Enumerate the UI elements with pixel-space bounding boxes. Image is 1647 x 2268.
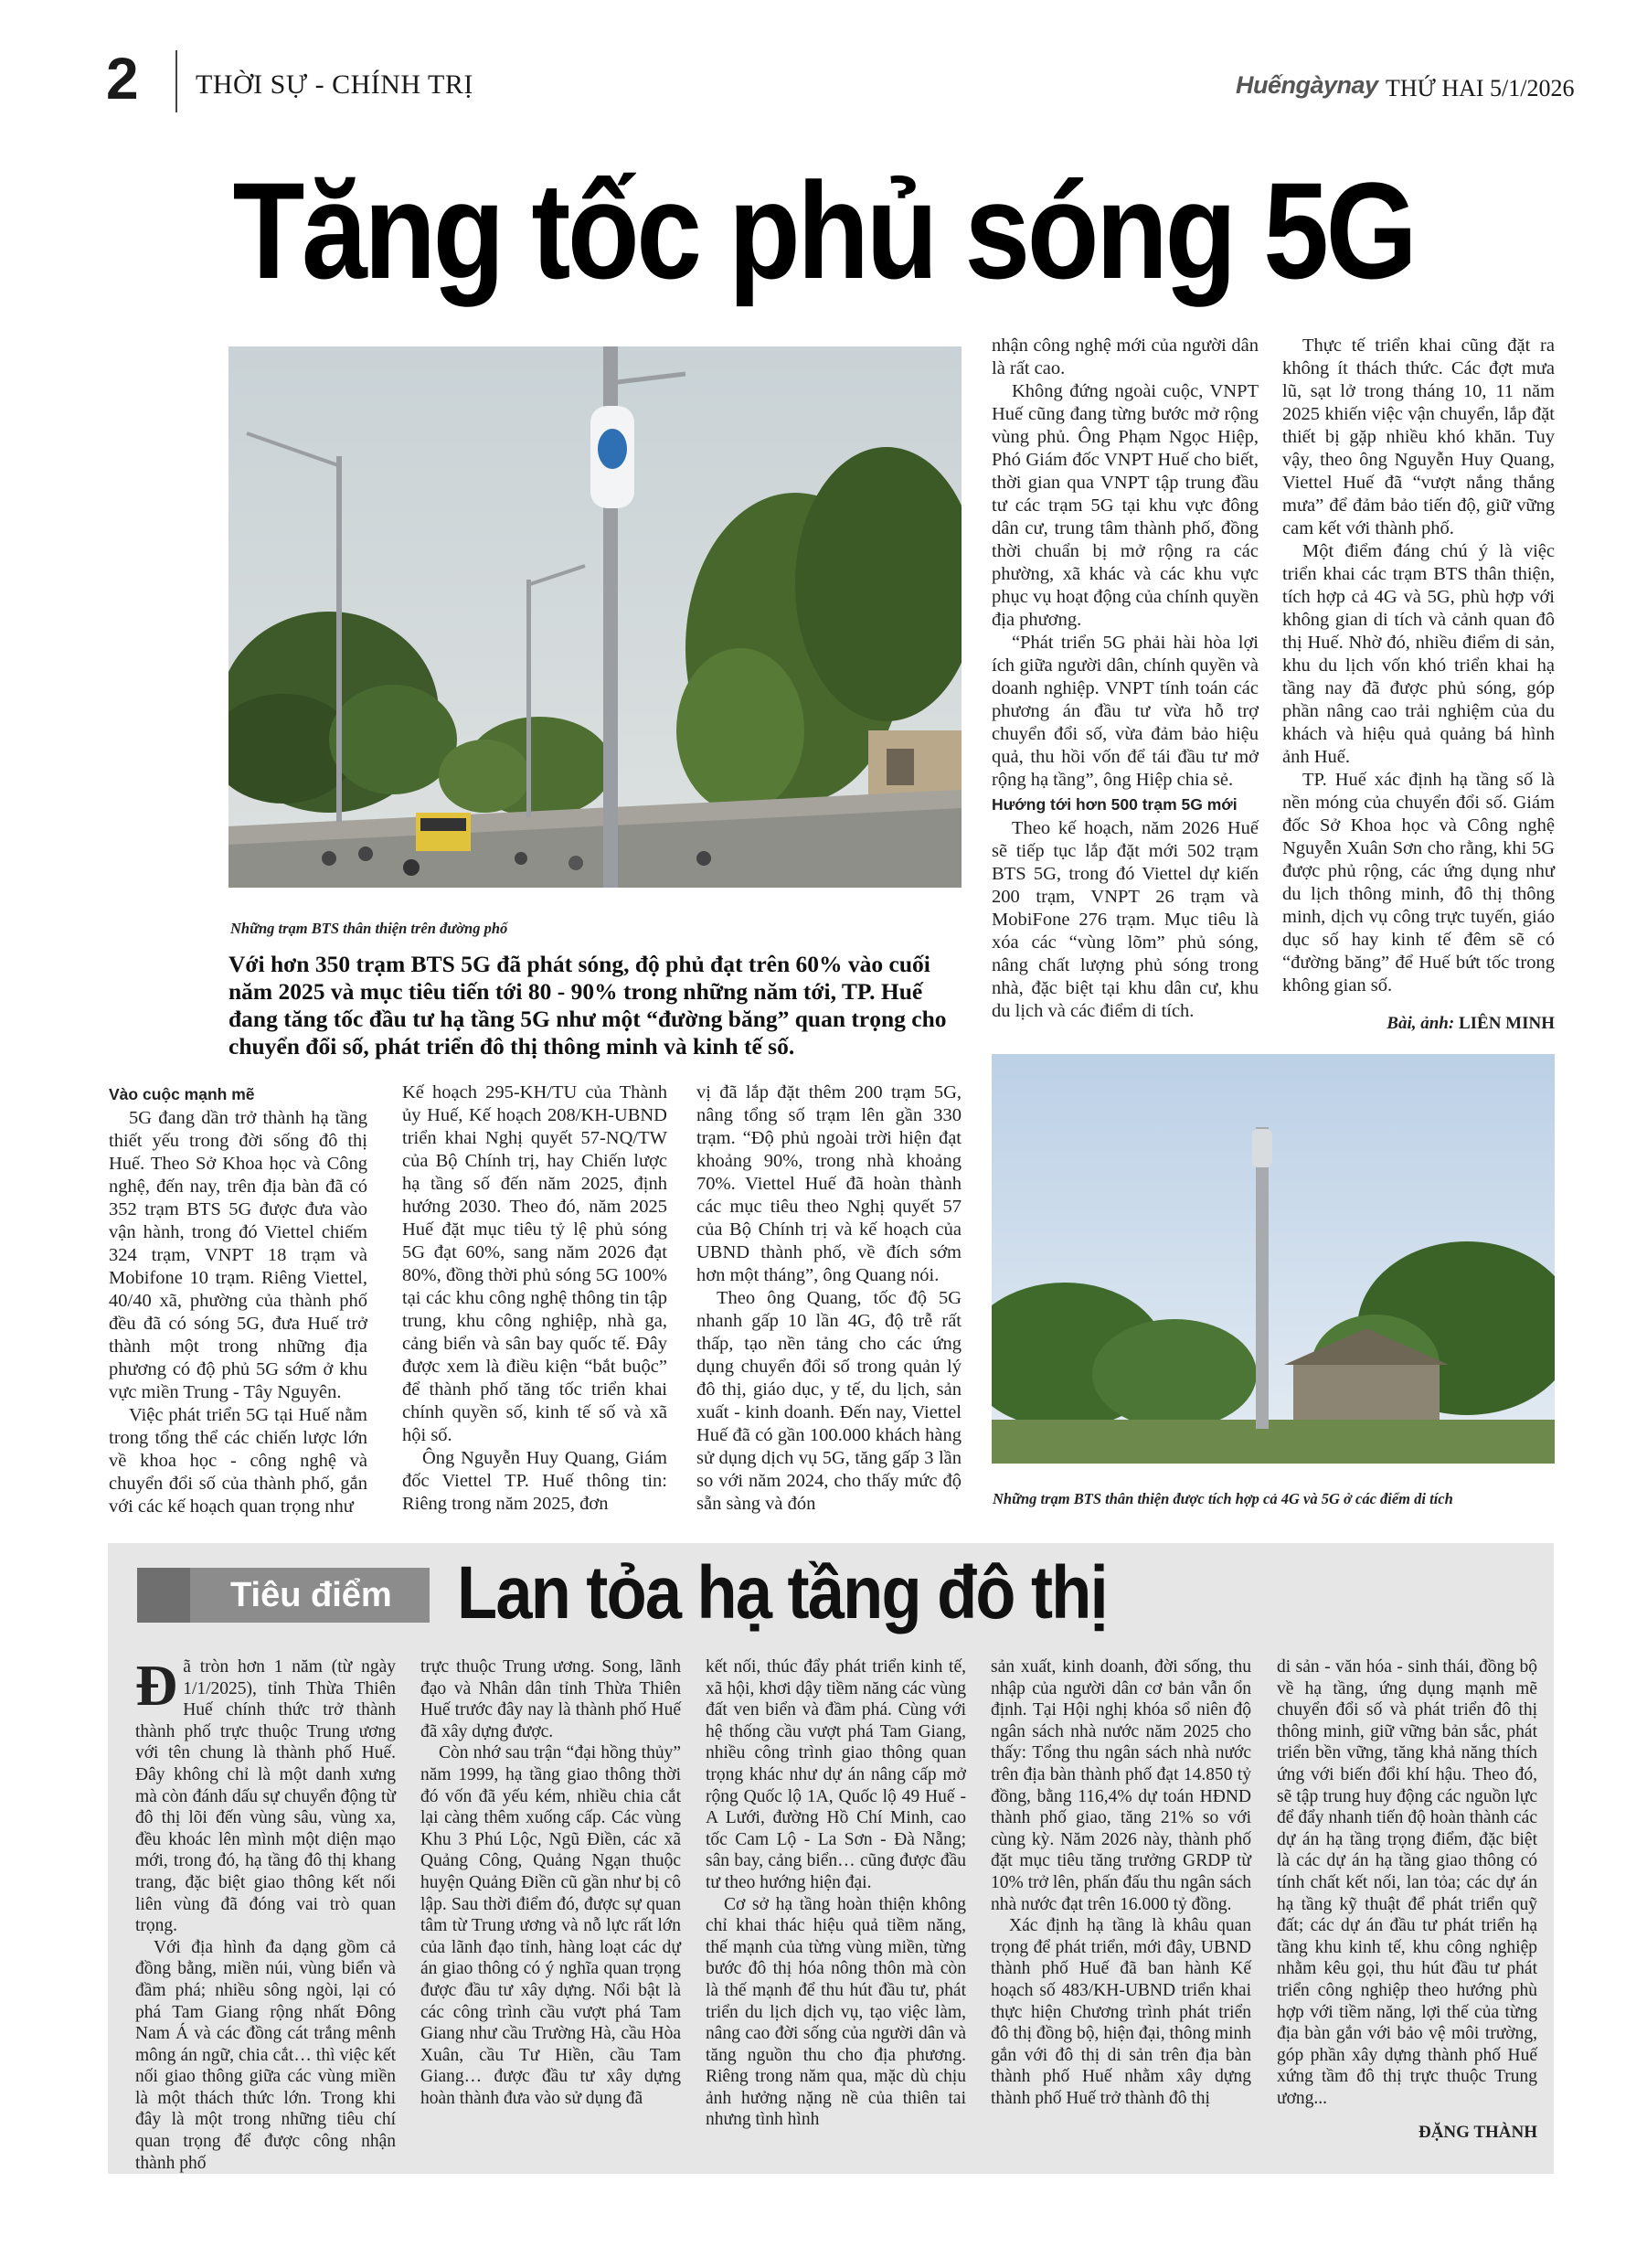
- paragraph: Cơ sở hạ tầng hoàn thiện không chỉ khai thác hiệu quả tiềm năng, thế mạnh của từng vùng miền, từng bước đô thị hóa nông thôn mà còn là thế mạnh để thu hút đầu tư, phát triển du lịch dịch vụ, tạo việc làm, nâng cao đời sống của người dân và tăng nguồn thu cho địa phương. Riêng trong năm qua, mặc dù chịu ảnh hưởng nặng nề của thiên tai nhưng tình hình: [706, 1894, 966, 2130]
- focus-byline: ĐẶNG THÀNH: [1418, 2123, 1537, 2143]
- article-byline: [1282, 1012, 1555, 1035]
- paragraph: Theo ông Quang, tốc độ 5G nhanh gấp 10 lần 4G, độ trễ rất thấp, tạo nền tảng cho các ứng dụng chuyển đổi số trong quản lý đô thị, giáo dục, y tế, du lịch, sản xuất - kinh doanh. Đến nay, Viettel Huế đã có gần 100.000 khách hàng sử dụng dịch vụ 5G, tăng gấp 3 lần so với năm 2024, cho thấy mức độ sẵn sàng và đón: [696, 1288, 962, 1514]
- paragraph: trực thuộc Trung ương. Song, lãnh đạo và Nhân dân tỉnh Thừa Thiên Huế trước đây nay là thành phố Huế đã xây dựng được.: [420, 1657, 681, 1741]
- paragraph: Một điểm đáng chú ý là việc triển khai các trạm BTS thân thiện, tích hợp cả 4G và 5G, phù hợp với không gian di tích và cảnh quan đô thị Huế. Nhờ đó, nhiều điểm di sản, khu du lịch vốn khó triển khai hạ tầng nay đã được phủ sóng, góp phần nâng cao trải nghiệm của du khách và hiệu quả quảng bá hình ảnh Huế.: [1282, 541, 1555, 767]
- focus-title: Lan tỏa hạ tầng đô thị: [457, 1551, 1107, 1634]
- paragraph: Còn nhớ sau trận “đại hồng thủy” năm 1999, hạ tầng giao thông thời đó vốn đã yếu kém, nhiều chia cắt lại càng thêm xuống cấp. Các vùng Khu 3 Phú Lộc, Ngũ Điền, các xã Quảng Công, Quảng Ngạn thuộc huyện Quảng Điền cũ gần như bị cô lập. Sau thời điểm đó, được sự quan tâm từ Trung ương và nỗ lực rất lớn của lãnh đạo tỉnh, hàng loạt các dự án giao thông có ý nghĩa quan trọng được đầu tư xây dựng. Nổi bật là các công trình cầu vượt phá Tam Giang như cầu Trường Hà, cầu Hòa Xuân, cầu Tư Hiền, cầu Tam Giang… được đầu tư xây dựng hoàn thành đưa vào sử dụng đã: [420, 1743, 681, 2108]
- paragraph: sản xuất, kinh doanh, đời sống, thu nhập của người dân cơ bản vẫn ổn định. Tại Hội nghị khóa sổ niên độ ngân sách nhà nước năm 2025 cho thấy: Tổng thu ngân sách nhà nước trên địa bàn thành phố đạt 14.850 tỷ đồng, bằng 116,4% dự toán HĐND thành phố giao, tăng 21% so với cùng kỳ. Năm 2026 này, thành phố đặt mục tiêu tăng trưởng GRDP từ 10% trở lên, phấn đấu thu ngân sách nhà nước đạt trên 16.000 tỷ đồng.: [991, 1657, 1251, 1914]
- subheading: Vào cuộc mạnh mẽ: [109, 1085, 255, 1103]
- paragraph: Với địa hình đa dạng gồm cả đồng bằng, miền núi, vùng biển và đầm phá; nhiều sông ngòi, lại có phá Tam Giang rộng nhất Đông Nam Á và các đồng cát trắng mênh mông án ngữ, chia cắt… thì việc kết nối giao thông giữa các vùng miền là một thách thức lớn. Trong khi đây là một trong những tiêu chí quan trọng để được công nhận thành phố: [135, 1937, 396, 2173]
- focus-tag-label: Tiêu điểm: [230, 1576, 392, 1614]
- street-bts-photo: [228, 346, 962, 888]
- paragraph: di sản - văn hóa - sinh thái, đồng bộ về hạ tầng, ứng dụng mạnh mẽ chuyển đổi số và phát triển đô thị thông minh, giữ vững bản sắc, phát triển bền vững, tăng khả năng thích ứng với biến đổi khí hậu. Theo đó, sẽ tập trung huy động các nguồn lực để đẩy nhanh tiến độ hoàn thành các dự án hạ tầng trọng điểm, đặc biệt là các dự án hạ tầng giao thông có tính chất kết nối, lan tỏa; các dự án hạ tầng kỹ thuật để phát triển quỹ đất; các dự án đầu tư phát triển hạ tầng khu kinh tế, khu công nghiệp nhằm kêu gọi, thu hút đầu tư phát triển công nghiệp theo hướng phù hợp với tiềm năng, lợi thế của từng địa bàn gắn với bảo vệ môi trường, góp phần xây dựng thành phố Huế xứng tầm đô thị trực thuộc Trung ương...: [1277, 1657, 1537, 2108]
- paragraph: TP. Huế xác định hạ tầng số là nền móng của chuyển đổi số. Giám đốc Sở Khoa học và Công nghệ Nguyễn Xuân Sơn cho rằng, khi 5G được phủ rộng, các ứng dụng như du lịch thông minh, đô thị thông minh, dịch vụ công trực tuyến, giáo dục số hay kinh tế đêm sẽ có “đường băng” để Huế bứt tốc trong không gian số.: [1282, 770, 1555, 996]
- newspaper-logo: Huếngàynay: [1236, 71, 1378, 99]
- main-headline: Tăng tốc phủ sóng 5G: [232, 154, 1415, 307]
- focus-col-5: [1277, 1656, 1537, 2144]
- heritage-bts-photo: [992, 1054, 1555, 1464]
- paragraph: Xác định hạ tầng là khâu quan trọng để phát triển, mới đây, UBND thành phố Huế đã ban hành Kế hoạch số 483/KH-UBND triển khai thực hiện Chương trình phát triển đô thị đồng bộ, hiện đại, thông minh gắn với đô thị di sản trên địa bàn thành phố Huế nhằm xây dựng thành phố Huế trở thành đô thị: [991, 1916, 1251, 2108]
- photo1-caption: Những trạm BTS thân thiện trên đường phố: [230, 920, 508, 937]
- article-col-c: [696, 1081, 962, 1516]
- paragraph: “Phát triển 5G phải hài hòa lợi ích giữa người dân, chính quyền và doanh nghiệp. VNPT tính toán các phương án đầu tư vừa hỗ trợ chuyển đổi số, vừa đảm bảo hiệu quả, thu hồi vốn để tái đầu tư mở rộng hạ tầng”, ông Hiệp chia sẻ.: [992, 633, 1259, 790]
- byline-label: Bài, ảnh:: [1387, 1014, 1455, 1033]
- focus-tag-accent: [137, 1568, 190, 1623]
- page-number: 2: [106, 46, 139, 112]
- paragraph: kết nối, thúc đẩy phát triển kinh tế, xã hội, khơi dậy tiềm năng các vùng đất ven biển và đầm phá. Cùng với hệ thống cầu vượt phá Tam Giang, nhiều công trình giao thông quan trọng khác như dự án nâng cấp mở rộng Quốc lộ 1A, Quốc lộ 49 Huế - A Lưới, đường Hồ Chí Minh, cao tốc Cam Lộ - La Sơn - Đà Nẵng; sân bay, cảng biển… cũng được đầu tư theo hướng hiện đại.: [706, 1657, 966, 1892]
- focus-col-4: [991, 1656, 1251, 2109]
- byline-name: LIÊN MINH: [1458, 1014, 1555, 1033]
- article-col-b: [402, 1081, 667, 1516]
- paragraph: Kế hoạch 295-KH/TU của Thành ủy Huế, Kế hoạch 208/KH-UBND triển khai Nghị quyết 57-NQ/TW của Bộ Chính trị, hay Chiến lược hạ tầng số đến năm 2025, định hướng 2030. Theo đó, năm 2025 Huế đặt mục tiêu tỷ lệ phủ sóng 5G đạt 60%, sang năm 2026 đạt 80%, đồng thời phủ sóng 5G 100% tại các khu công nghệ thông tin tập trung, khu công nghiệp, nhà ga, cảng biển và sân bay quốc tế. Đây được xem là điều kiện “bắt buộc” để thành phố tăng tốc triển khai chính quyền số, kinh tế số và xã hội số.: [402, 1082, 667, 1445]
- article-col-d: [992, 335, 1259, 1023]
- article-col-a: [109, 1081, 367, 1518]
- dropcap: Đ: [135, 1653, 178, 1718]
- focus-col-3: [706, 1656, 966, 2131]
- paragraph: nhận công nghệ mới của người dân là rất cao.: [992, 335, 1259, 378]
- paragraph: Ông Nguyễn Huy Quang, Giám đốc Viettel TP. Huế thông tin: Riêng trong năm 2025, đơn: [402, 1448, 667, 1514]
- paragraph: ã tròn hơn 1 năm (từ ngày 1/1/2025), tỉnh Thừa Thiên Huế chính thức trở thành thành phố trực thuộc Trung ương với tên chung là thành phố Huế. Đây không chỉ là một danh xưng mà còn đánh dấu sự chuyển động từ đô thị lõi đến vùng sâu, vùng xa, đều khoác lên mình một diện mạo mới, trong đó, hạ tầng đô thị khang trang, đặc biệt giao thông kết nối liên vùng đã đóng vai trò quan trọng.: [135, 1657, 396, 1936]
- issue-date: THỨ HAI 5/1/2026: [1386, 75, 1575, 101]
- section-label: THỜI SỰ - CHÍNH TRỊ: [196, 69, 473, 100]
- article-col-e: [1282, 335, 1555, 1035]
- focus-col-2: [420, 1656, 681, 2109]
- article-sapo: Với hơn 350 trạm BTS 5G đã phát sóng, độ phủ đạt trên 60% vào cuối năm 2025 và mục tiêu tiến tới 80 - 90% trong những năm tới, TP. Huế đang tăng tốc đầu tư hạ tầng 5G như một “đường băng” quan trọng cho chuyển đổi số, phát triển đô thị thông minh và kinh tế số.: [228, 951, 947, 1059]
- paragraph: 5G đang dần trở thành hạ tầng thiết yếu trong đời sống đô thị Huế. Theo Sở Khoa học và Công nghệ, đến nay, trên địa bàn đã có 352 trạm BTS 5G được đưa vào vận hành, trong đó Viettel chiếm 324 trạm, VNPT 18 trạm và Mobifone 10 trạm. Riêng Viettel, 40/40 xã, phường của thành phố đều đã có sóng 5G, đưa Huế trở thành một trong những địa phương có độ phủ 5G sớm ở khu vực miền Trung - Tây Nguyên.: [109, 1108, 367, 1402]
- paragraph: Thực tế triển khai cũng đặt ra không ít thách thức. Các đợt mưa lũ, sạt lở trong tháng 10, 11 năm 2025 khiến việc vận chuyển, lắp đặt thiết bị gặp nhiều khó khăn. Tuy vậy, theo ông Nguyễn Huy Quang, Viettel Huế đã “vượt nắng thắng mưa” để đảm bảo tiến độ, giữ vững cam kết với thành phố.: [1282, 335, 1555, 538]
- paragraph: Theo kế hoạch, năm 2026 Huế sẽ tiếp tục lắp đặt mới 502 trạm BTS 5G, trong đó Viettel dự kiến 200 trạm, VNPT 26 trạm và MobiFone 276 trạm. Mục tiêu là xóa các “vùng lõm” phủ sóng, nâng chất lượng phủ sóng trong nhà, đặc biệt tại khu dân cư, khu du lịch và các điểm di tích.: [992, 818, 1259, 1021]
- paragraph: Việc phát triển 5G tại Huế nằm trong tổng thể các chiến lược lớn về khoa học - công nghệ và chuyển đổi số của thành phố, gắn với các kế hoạch quan trọng như: [109, 1405, 367, 1517]
- paragraph: Không đứng ngoài cuộc, VNPT Huế cũng đang từng bước mở rộng vùng phủ. Ông Phạm Ngọc Hiệp, Phó Giám đốc VNPT Huế cho biết, thời gian qua VNPT tập trung đầu tư các trạm 5G tại khu vực đông dân cư, trung tâm thành phố, đồng thời chuẩn bị mở rộng ra các phường, xã khác và các khu vực phục vụ hoạt động của chính quyền địa phương.: [992, 381, 1259, 630]
- focus-col-1: [135, 1653, 396, 2174]
- subheading: Hướng tới hơn 500 trạm 5G mới: [992, 795, 1238, 814]
- photo2-caption: Những trạm BTS thân thiện được tích hợp cả 4G và 5G ở các điểm di tích: [993, 1490, 1453, 1507]
- paragraph: vị đã lắp đặt thêm 200 trạm 5G, nâng tổng số trạm lên gần 330 trạm. “Độ phủ ngoài trời hiện đạt khoảng 90%, trong nhà khoảng 70%. Viettel Huế đã hoàn thành các mục tiêu theo Nghị quyết 57 của Bộ Chính trị và kế hoạch của UBND thành phố, về đích sớm hơn một tháng”, ông Quang nói.: [696, 1082, 962, 1285]
- header-divider: [175, 50, 177, 112]
